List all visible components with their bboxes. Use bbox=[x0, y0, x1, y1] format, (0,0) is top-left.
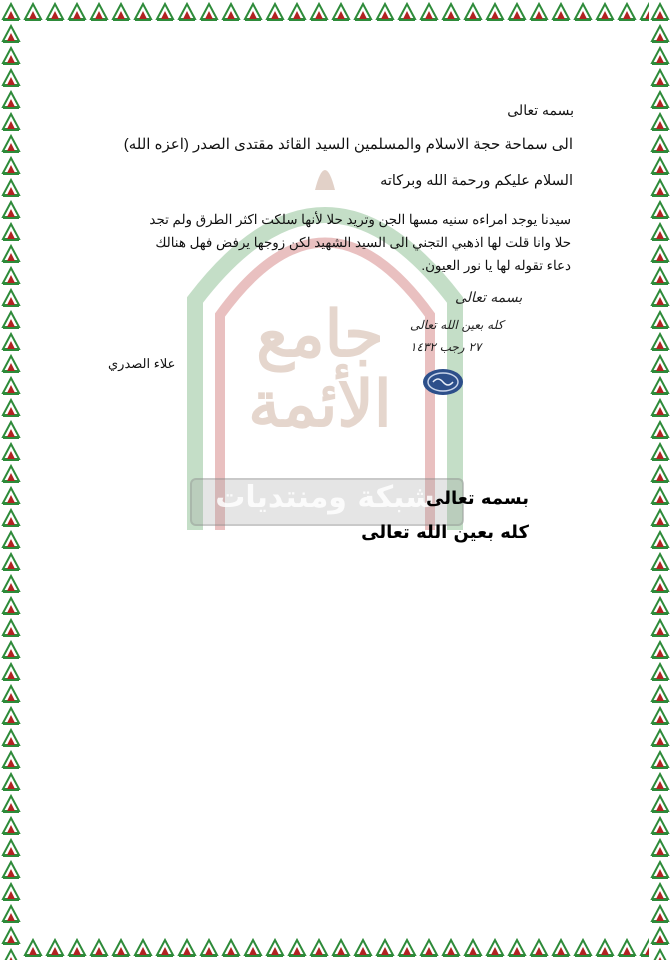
watermark-text: جامع الأئمة bbox=[248, 297, 392, 443]
reply-text: كله بعين الله تعالى bbox=[361, 522, 529, 543]
handwritten-line-1: بسمه تعالى bbox=[455, 290, 523, 306]
decorative-border-right bbox=[649, 0, 671, 960]
handwritten-line-2: كله بعين الله تعالى bbox=[410, 318, 504, 332]
decorative-border-bottom bbox=[0, 936, 671, 960]
decorative-border-top bbox=[0, 0, 671, 22]
handwritten-date: ٢٧ رجب ١٤٣٢ bbox=[410, 340, 482, 354]
letter-sender: علاء الصدري bbox=[108, 356, 176, 371]
reply-bismillah: بسمه تعالى bbox=[426, 488, 529, 509]
decorative-border-left bbox=[0, 0, 22, 960]
letter-addressee: الى سماحة حجة الاسلام والمسلمين السيد القائد مقتدى الصدر (اعزه الله) bbox=[123, 136, 573, 153]
letter-bismillah: بسمه تعالى bbox=[507, 102, 574, 118]
letter-body: سيدنا يوجد امراءه سنيه مسها الجن وتريد حلا لأنها سلكت اكثر الطرق ولم تجد حلا وانا قلت لها اذهبي التجني الى السيد الشهيد لكن زوجها يرفض فهل هنالك دعاء تقوله لها يا نور العيون. bbox=[149, 212, 571, 273]
watermark-banner-text: شبكة ومنتديات bbox=[215, 480, 435, 515]
letter-greeting: السلام عليكم ورحمة الله وبركاته bbox=[380, 173, 573, 189]
official-seal bbox=[422, 368, 464, 396]
